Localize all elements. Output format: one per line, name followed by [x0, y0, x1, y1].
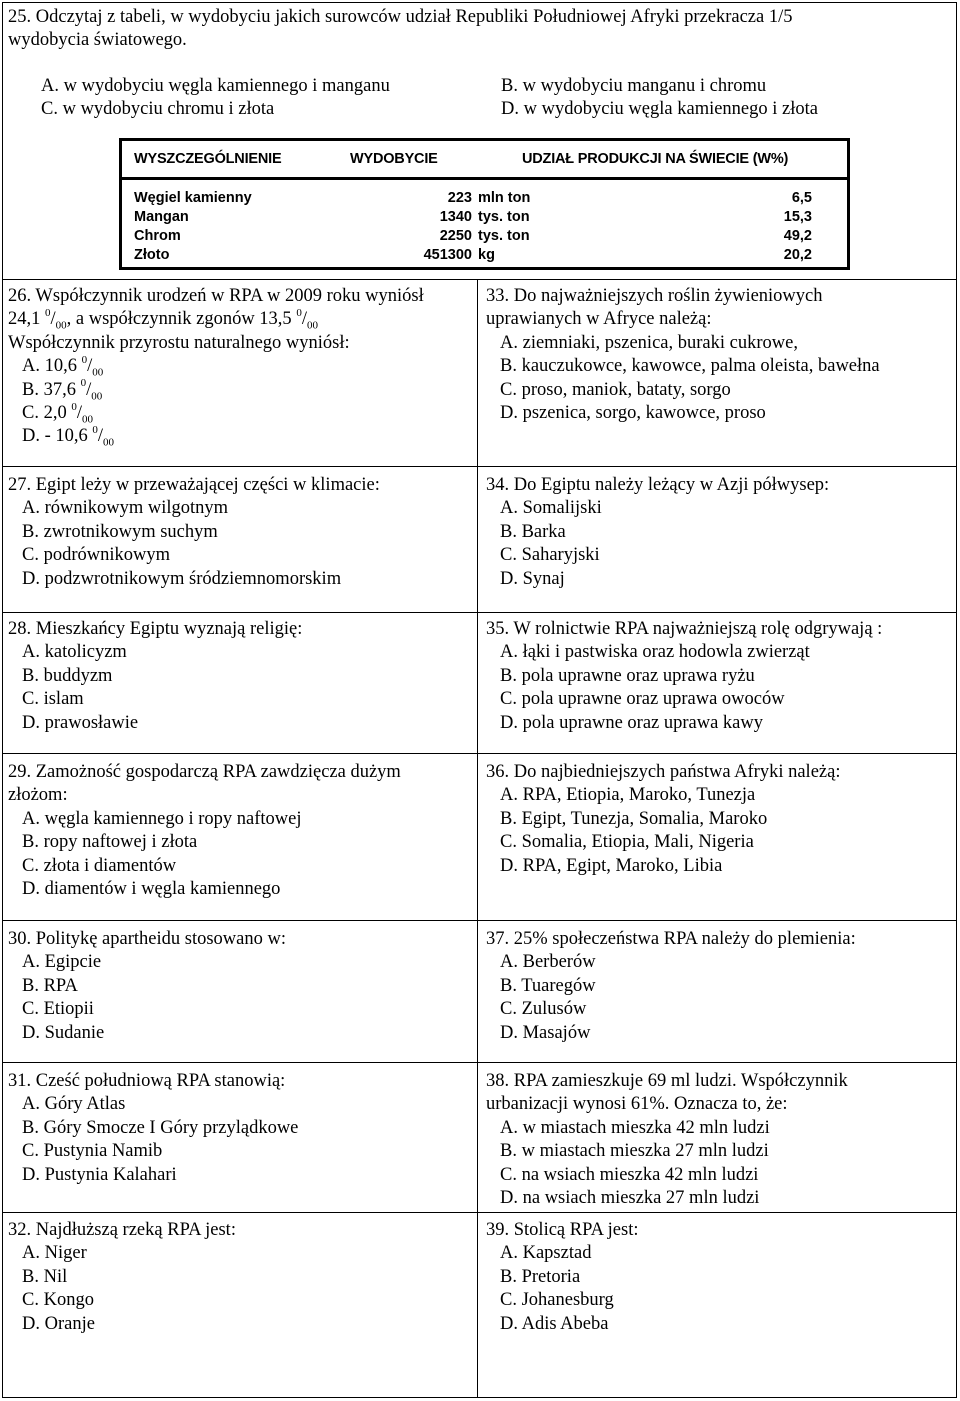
per-mille-sub: 00 [55, 320, 67, 333]
q39-option-d: D. Adis Abeba [500, 1313, 609, 1334]
q37-option-b: B. Tuaregów [500, 975, 596, 996]
table-col-output [372, 189, 582, 265]
q38-line2: urbanizacji wynosi 61%. Oznacza to, że: [486, 1094, 788, 1115]
table-row [372, 189, 582, 208]
table-row: Chrom [134, 228, 181, 244]
question-29 [8, 761, 401, 901]
question-38 [486, 1070, 848, 1210]
table-unit: tys. ton [478, 209, 530, 225]
question-37 [486, 928, 856, 1045]
table-header-output: WYDOBYCIE [350, 151, 438, 167]
q32-option-b: B. Nil [22, 1266, 68, 1287]
table-unit: kg [478, 247, 495, 263]
q35-option-b: B. pola uprawne oraz uprawa ryżu [500, 665, 755, 686]
q39-option-c: C. Johanesburg [500, 1290, 614, 1311]
q33-option-b: B. kauczukowce, kawowce, palma oleista, bawełna [500, 356, 880, 377]
q39-title: 39. Stolicą RPA jest: [486, 1220, 639, 1240]
per-mille-sub: 00 [91, 390, 103, 403]
q25-line2: wydobycia światowego. [8, 30, 187, 51]
q32-option-d: D. Oranje [22, 1313, 95, 1334]
q28-option-c: C. islam [22, 689, 84, 710]
option-text: A. 10,6 [22, 356, 82, 377]
divider-row-6 [2, 1212, 957, 1213]
table-header-item: WYSZCZEGÓLNIENIE [134, 151, 282, 167]
q27-option-d: D. podzwrotnikowym śródziemnomorskim [22, 568, 342, 589]
divider-row-5 [2, 1062, 957, 1063]
q25-option-a: A. w wydobyciu węgla kamiennego i manganu [41, 76, 390, 96]
q33-option-c: C. proso, maniok, bataty, sorgo [500, 379, 731, 400]
question-33 [486, 285, 880, 425]
q26-death-rate: , a współczynnik zgonów 13,5 [66, 309, 297, 330]
q28-option-d: D. prawosławie [22, 712, 139, 733]
q26-option-a: A. 10,6 $^0/_{00}$ [22, 354, 104, 379]
q25-option-b: B. w wydobyciu manganu i chromu [501, 76, 767, 96]
per-mille-sub: 00 [81, 413, 93, 426]
q37-title: 37. 25% społeczeństwa RPA należy do plemienia: [486, 929, 856, 949]
q33-line2: uprawianych w Afryce należą: [486, 309, 712, 330]
table-unit: mln ton [478, 190, 531, 206]
table-header-separator [122, 177, 847, 180]
table-row [372, 246, 582, 265]
q26-line1: 26. Współczynnik urodzeń w RPA w 2009 roku wyniósł [8, 286, 424, 306]
option-text: D. - 10,6 [22, 426, 93, 447]
per-mille-sup: 0 [45, 307, 51, 320]
q30-option-c: C. Etiopii [22, 999, 94, 1020]
per-mille-sup: 0 [296, 307, 302, 320]
table-col-names [134, 189, 252, 265]
table-header-share: UDZIAŁ PRODUKCJI NA ŚWIECIE (W%) [522, 151, 789, 167]
q25-option-c: C. w wydobyciu chromu i złota [41, 99, 275, 119]
per-mille-sup: 0 [71, 400, 77, 413]
q28-title: 28. Mieszkańcy Egiptu wyznają religię: [8, 619, 303, 639]
q33-option-d: D. pszenica, sorgo, kawowce, proso [500, 403, 766, 424]
per-mille-sub: 00 [92, 366, 104, 379]
q35-title: 35. W rolnictwie RPA najważniejszą rolę odgrywają : [486, 619, 883, 639]
question-30 [8, 928, 286, 1045]
question-31 [8, 1070, 298, 1187]
q27-option-b: B. zwrotnikowym suchym [22, 521, 218, 542]
question-26 [8, 285, 424, 449]
table-value: 2250 [439, 228, 472, 244]
table-row: 49,2 [783, 228, 812, 244]
q26-option-d: D. - 10,6 $^0/_{00}$ [22, 424, 115, 450]
q28-option-b: B. buddyzm [22, 665, 113, 686]
q33-line1: 33. Do najważniejszych roślin żywieniowych [486, 286, 823, 306]
q38-option-c: C. na wsiach mieszka 42 mln ludzi [500, 1164, 759, 1185]
q29-option-a: A. węgla kamiennego i ropy naftowej [22, 808, 302, 829]
table-unit: tys. ton [478, 228, 530, 244]
question-36 [486, 761, 840, 878]
divider-row-4 [2, 920, 957, 921]
q37-option-c: C. Zulusów [500, 999, 587, 1020]
q30-option-a: A. Egipcie [22, 952, 102, 973]
q29-option-b: B. ropy naftowej i złota [22, 832, 198, 853]
question-35 [486, 618, 882, 735]
q27-title: 27. Egipt leży w przeważającej części w klimacie: [8, 475, 380, 495]
table-row: Węgiel kamienny [134, 190, 252, 206]
q34-option-b: B. Barka [500, 521, 566, 542]
rpa-mining-table [119, 138, 850, 270]
q38-option-d: D. na wsiach mieszka 27 mln ludzi [500, 1188, 760, 1209]
divider-row-2 [2, 612, 957, 613]
q34-title: 34. Do Egiptu należy leżący w Azji półwysep: [486, 475, 830, 495]
q37-option-d: D. Masajów [500, 1022, 591, 1043]
q25-line1: 25. Odczytaj z tabeli, w wydobyciu jakich surowców udział Republiki Południowej Afryki przekracza 1/5 [8, 7, 793, 27]
q32-option-c: C. Kongo [22, 1290, 94, 1311]
table-row: Złoto [134, 247, 170, 263]
q36-option-b: B. Egipt, Tunezja, Somalia, Maroko [500, 808, 768, 829]
table-row [372, 208, 582, 227]
q26-option-b: B. 37,6 $^0/_{00}$ [22, 377, 103, 403]
q30-title: 30. Politykę apartheidu stosowano w: [8, 929, 286, 949]
table-row: Mangan [134, 209, 189, 225]
question-25 [8, 6, 953, 53]
q39-option-a: A. Kapsztad [500, 1243, 592, 1264]
q39-option-b: B. Pretoria [500, 1266, 581, 1287]
q35-option-d: D. pola uprawne oraz uprawa kawy [500, 712, 764, 733]
q29-option-d: D. diamentów i węgla kamiennego [22, 879, 281, 900]
question-32 [8, 1219, 236, 1336]
divider-row-1 [2, 466, 957, 467]
q31-option-c: C. Pustynia Namib [22, 1141, 163, 1162]
q26-line3: Współczynnik przyrostu naturalnego wyniósł: [8, 332, 350, 353]
q34-option-a: A. Somalijski [500, 498, 602, 519]
q29-line2: złożom: [8, 785, 68, 806]
q36-option-d: D. RPA, Egipt, Maroko, Libia [500, 855, 723, 876]
per-mille-sup: 0 [80, 377, 87, 390]
q34-option-c: C. Saharyjski [500, 545, 600, 566]
question-27 [8, 474, 380, 591]
q36-title: 36. Do najbiedniejszych państwa Afryki należą: [486, 762, 841, 782]
table-col-share [652, 189, 812, 265]
q26-birth-rate: 24,1 [8, 309, 45, 330]
question-39 [486, 1219, 638, 1336]
column-divider [477, 279, 478, 1398]
table-row: 6,5 [791, 190, 812, 206]
q35-option-c: C. pola uprawne oraz uprawa owoców [500, 689, 785, 710]
q36-option-c: C. Somalia, Etiopia, Mali, Nigeria [500, 832, 754, 853]
q27-option-a: A. równikowym wilgotnym [22, 498, 229, 519]
q31-title: 31. Cześć południową RPA stanowią: [8, 1071, 286, 1091]
table-row [372, 227, 582, 246]
table-value: 1340 [439, 209, 472, 225]
divider-row-3 [2, 753, 957, 754]
q29-line1: 29. Zamożność gospodarczą RPA zawdzięcza dużym [8, 762, 401, 782]
table-value: 223 [447, 190, 472, 206]
q32-option-a: A. Niger [22, 1243, 87, 1264]
q31-option-b: B. Góry Smocze I Góry przylądkowe [22, 1117, 299, 1138]
question-34 [486, 474, 829, 591]
divider-q25 [2, 279, 957, 280]
q25-option-d: D. w wydobyciu węgla kamiennego i złota [501, 99, 818, 119]
q30-option-d: D. Sudanie [22, 1022, 105, 1043]
option-text: C. 2,0 [22, 403, 72, 424]
table-row: 20,2 [783, 247, 812, 263]
q35-option-a: A. łąki i pastwiska oraz hodowla zwierząt [500, 642, 810, 663]
q26-line2: 24,1 $^0/_{00}$, a współczynnik zgonów 13,5 $^0/_{00}$ [8, 307, 318, 333]
q31-option-a: A. Góry Atlas [22, 1094, 126, 1115]
q38-option-b: B. w miastach mieszka 27 mln ludzi [500, 1141, 769, 1162]
q38-option-a: A. w miastach mieszka 42 mln ludzi [500, 1117, 770, 1138]
q37-option-a: A. Berberów [500, 952, 596, 973]
per-mille-sup: 0 [92, 424, 98, 437]
q34-option-d: D. Synaj [500, 568, 565, 589]
q38-line1: 38. RPA zamieszkuje 69 ml ludzi. Współczynnik [486, 1071, 848, 1091]
q29-option-c: C. złota i diamentów [22, 855, 177, 876]
q32-title: 32. Najdłuższą rzeką RPA jest: [8, 1220, 236, 1240]
per-mille-sub: 00 [306, 320, 318, 333]
option-text: B. 37,6 [22, 379, 81, 400]
q36-option-a: A. RPA, Etiopia, Maroko, Tunezja [500, 785, 756, 806]
per-mille-sup: 0 [81, 354, 88, 367]
q27-option-c: C. podrównikowym [22, 545, 170, 566]
q31-option-d: D. Pustynia Kalahari [22, 1164, 177, 1185]
per-mille-sub: 00 [103, 437, 115, 450]
q30-option-b: B. RPA [22, 975, 78, 996]
table-value: 451300 [423, 247, 472, 263]
q26-option-c: C. 2,0 $^0/_{00}$ [22, 400, 93, 426]
q33-option-a: A. ziemniaki, pszenica, buraki cukrowe, [500, 332, 798, 353]
question-28 [8, 618, 302, 735]
table-row: 15,3 [783, 209, 812, 225]
q28-option-a: A. katolicyzm [22, 642, 127, 663]
